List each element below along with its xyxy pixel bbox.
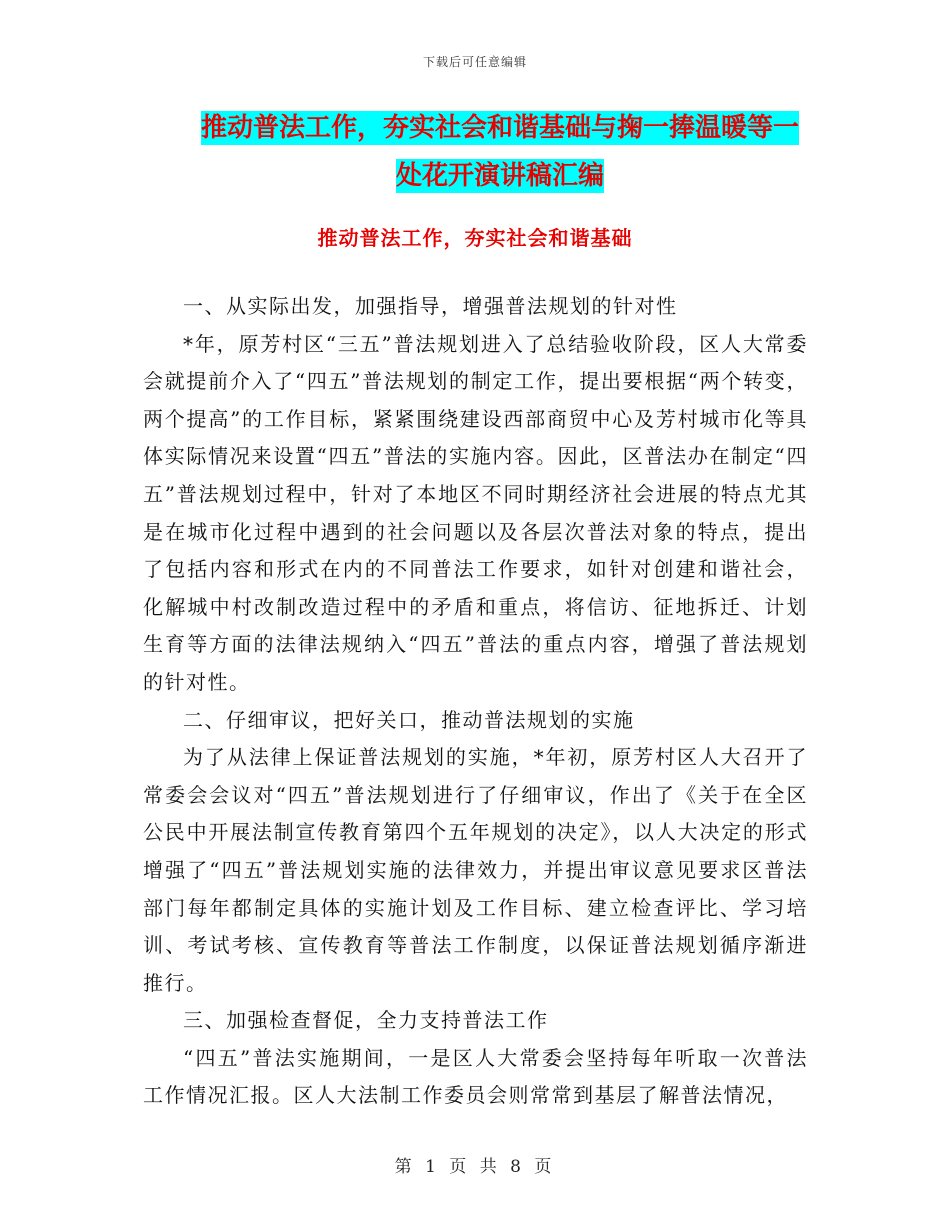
title-line-1: 推动普法工作，夯实社会和谐基础与掬一捧温暖等一 [200,113,799,143]
heading-three: 三、加强检查督促，全力支持普法工作 [183,1008,549,1033]
body-text [143,288,808,1115]
heading-two: 二、仔细审议，把好关口，推动普法规划的实施 [183,707,635,732]
page-footer: 第 1 页 共 8 页 [394,1157,556,1177]
section-title: 推动普法工作，夯实社会和谐基础 [317,226,633,250]
paragraph: 为了从法律上保证普法规划的实施，*年初，原芳村区人大召开了常委会会议对“四五”普法规划进行了仔细审议，作出了《关于在全区公民中开展法制宣传教育第四个五年规划的决定》，以人大决定的形式增强了“四五”普法规划实施的法律效力，并提出审议意见要求区普法部门每年都制定具体的实施计划及工作目标、建立检查评比、学习培训、考试考核、宣传教育等普法工作制度，以保证普法规划循序渐进推行。 [143,745,808,995]
header-note: 下载后可任意编辑 [422,55,527,69]
title-line-2: 处花开演讲稿汇编 [395,161,604,191]
heading-one: 一、从实际出发，加强指导，增强普法规划的针对性 [183,294,678,318]
document-title [190,104,810,200]
paragraph: *年，原芳村区“三五”普法规划进入了总结验收阶段，区人大常委会就提前介入了“四五”普法规划的制定工作，提出要根据“两个转变，两个提高”的工作目标，紧紧围绕建设西部商贸中心及芳村城市化等具体实际情况来设置“四五”普法的实施内容。因此，区普法办在制定“四五”普法规划过程中，针对了本地区不同时期经济社会进展的特点尤其是在城市化过程中遇到的社会问题以及各层次普法对象的特点，提出了包括内容和形式在内的不同普法工作要求，如针对创建和谐社会，化解城中村改制改造过程中的矛盾和重点，将信访、征地拆迁、计划生育等方面的法律法规纳入“四五”普法的重点内容，增强了普法规划的针对性。 [143,331,808,694]
paragraph: “四五”普法实施期间，一是区人大常委会坚持每年听取一次普法工作情况汇报。区人大法制工作委员会则常常到基层了解普法情况， [143,1045,808,1108]
